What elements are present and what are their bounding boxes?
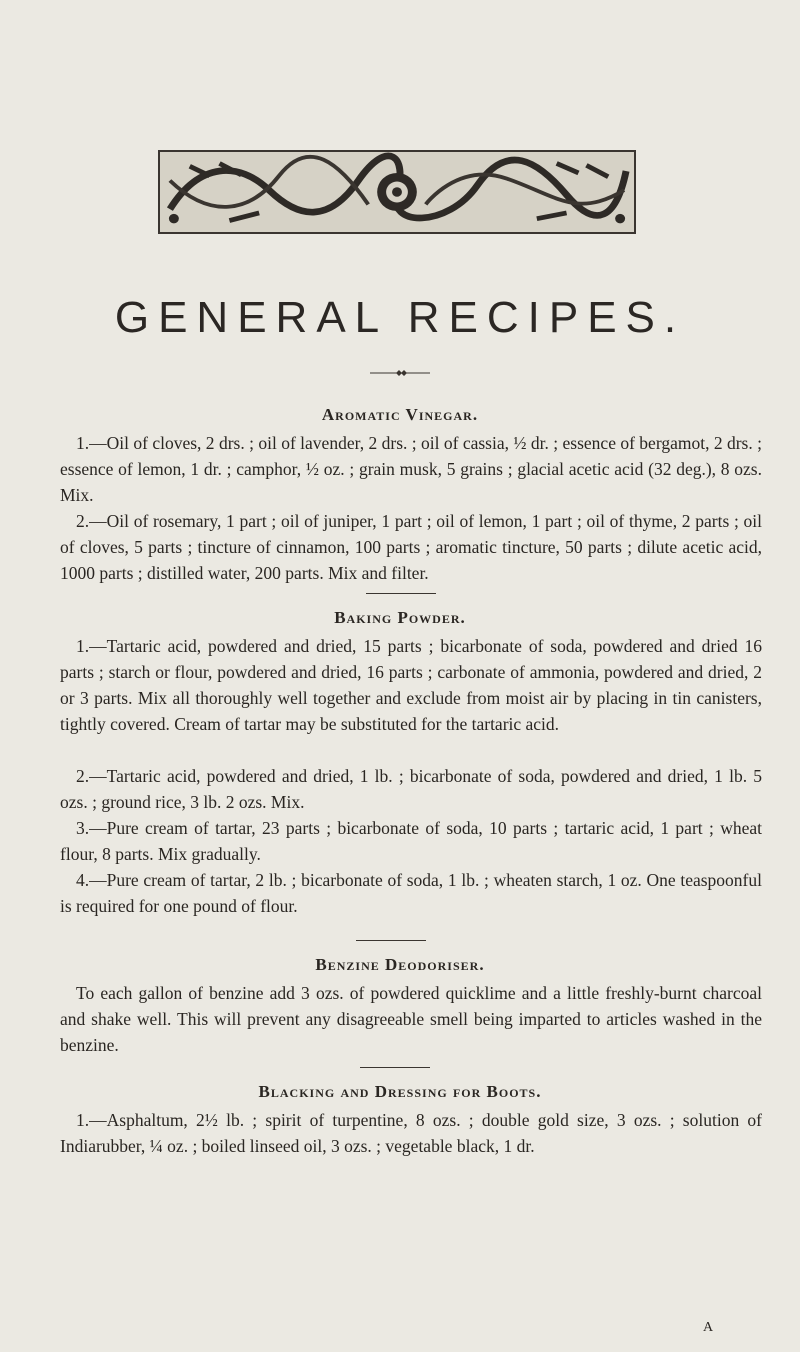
recipe-paragraph: To each gallon of benzine add 3 ozs. of powdered quicklime and a little freshly-burnt charcoal and shake well. This will prevent any disagreeable smell being imparted to articles washed in the benzine.	[60, 983, 762, 1055]
recipe-paragraph: 4.—Pure cream of tartar, 2 lb. ; bicarbonate of soda, 1 lb. ; wheaten starch, 1 oz. One teaspoonful is required for one pound of flour.	[60, 870, 762, 916]
section-heading: Blacking and Dressing for Boots.	[258, 1082, 542, 1101]
section-heading: Baking Powder.	[334, 608, 466, 627]
signature-mark: A	[703, 1320, 714, 1335]
recipe-paragraph: 1.—Oil of cloves, 2 drs. ; oil of lavender, 2 drs. ; oil of cassia, ½ dr. ; essence of bergamot, 2 drs. ; essence of lemon, 1 dr. ; camphor, ½ oz. ; grain musk, 5 grains ; glacial acetic acid (32 deg.), 8 ozs. Mix.	[60, 433, 762, 505]
recipe-paragraph: 2.—Oil of rosemary, 1 part ; oil of juniper, 1 part ; oil of lemon, 1 part ; oil of thyme, 2 parts ; oil of cloves, 5 parts ; tincture of cinnamon, 100 parts ; aromatic tincture, 50 parts ; dilute acetic acid, 1000 parts ; distilled water, 200 parts. Mix and filter.	[60, 511, 762, 583]
section-divider	[356, 940, 426, 941]
recipe-paragraph: 3.—Pure cream of tartar, 23 parts ; bicarbonate of soda, 10 parts ; tartaric acid, 1 part ; wheat flour, 8 parts. Mix gradually.	[60, 818, 762, 864]
flourish-divider-icon	[370, 370, 430, 376]
recipe-paragraph: 1.—Asphaltum, 2½ lb. ; spirit of turpentine, 8 ozs. ; double gold size, 3 ozs. ; solution of Indiarubber, ¼ oz. ; boiled linseed oil, 3 ozs. ; vegetable black, 1 dr.	[60, 1110, 762, 1156]
recipe-paragraph: 2.—Tartaric acid, powdered and dried, 1 lb. ; bicarbonate of soda, powdered and dried, 1 lb. 5 ozs. ; ground rice, 3 lb. 2 ozs. Mix.	[60, 766, 762, 812]
section-divider	[360, 1067, 430, 1068]
page-title: GENERAL RECIPES.	[114, 293, 686, 342]
ornamental-header-band	[158, 150, 636, 234]
ornament-scroll-icon	[160, 152, 634, 232]
section-divider	[366, 593, 436, 594]
recipe-paragraph: 1.—Tartaric acid, powdered and dried, 15 parts ; bicarbonate of soda, powdered and dried 16 parts ; starch or flour, powdered and dried, 16 parts ; carbonate of ammonia, powdered and dried, 2 or 3 parts. Mix all thoroughly well together and exclude from moist air by placing in tin canisters, tightly covered. Cream of tartar may be substituted for the tartaric acid.	[60, 636, 762, 734]
section-heading: Aromatic Vinegar.	[321, 405, 479, 424]
section-heading: Benzine Deodoriser.	[315, 955, 485, 974]
